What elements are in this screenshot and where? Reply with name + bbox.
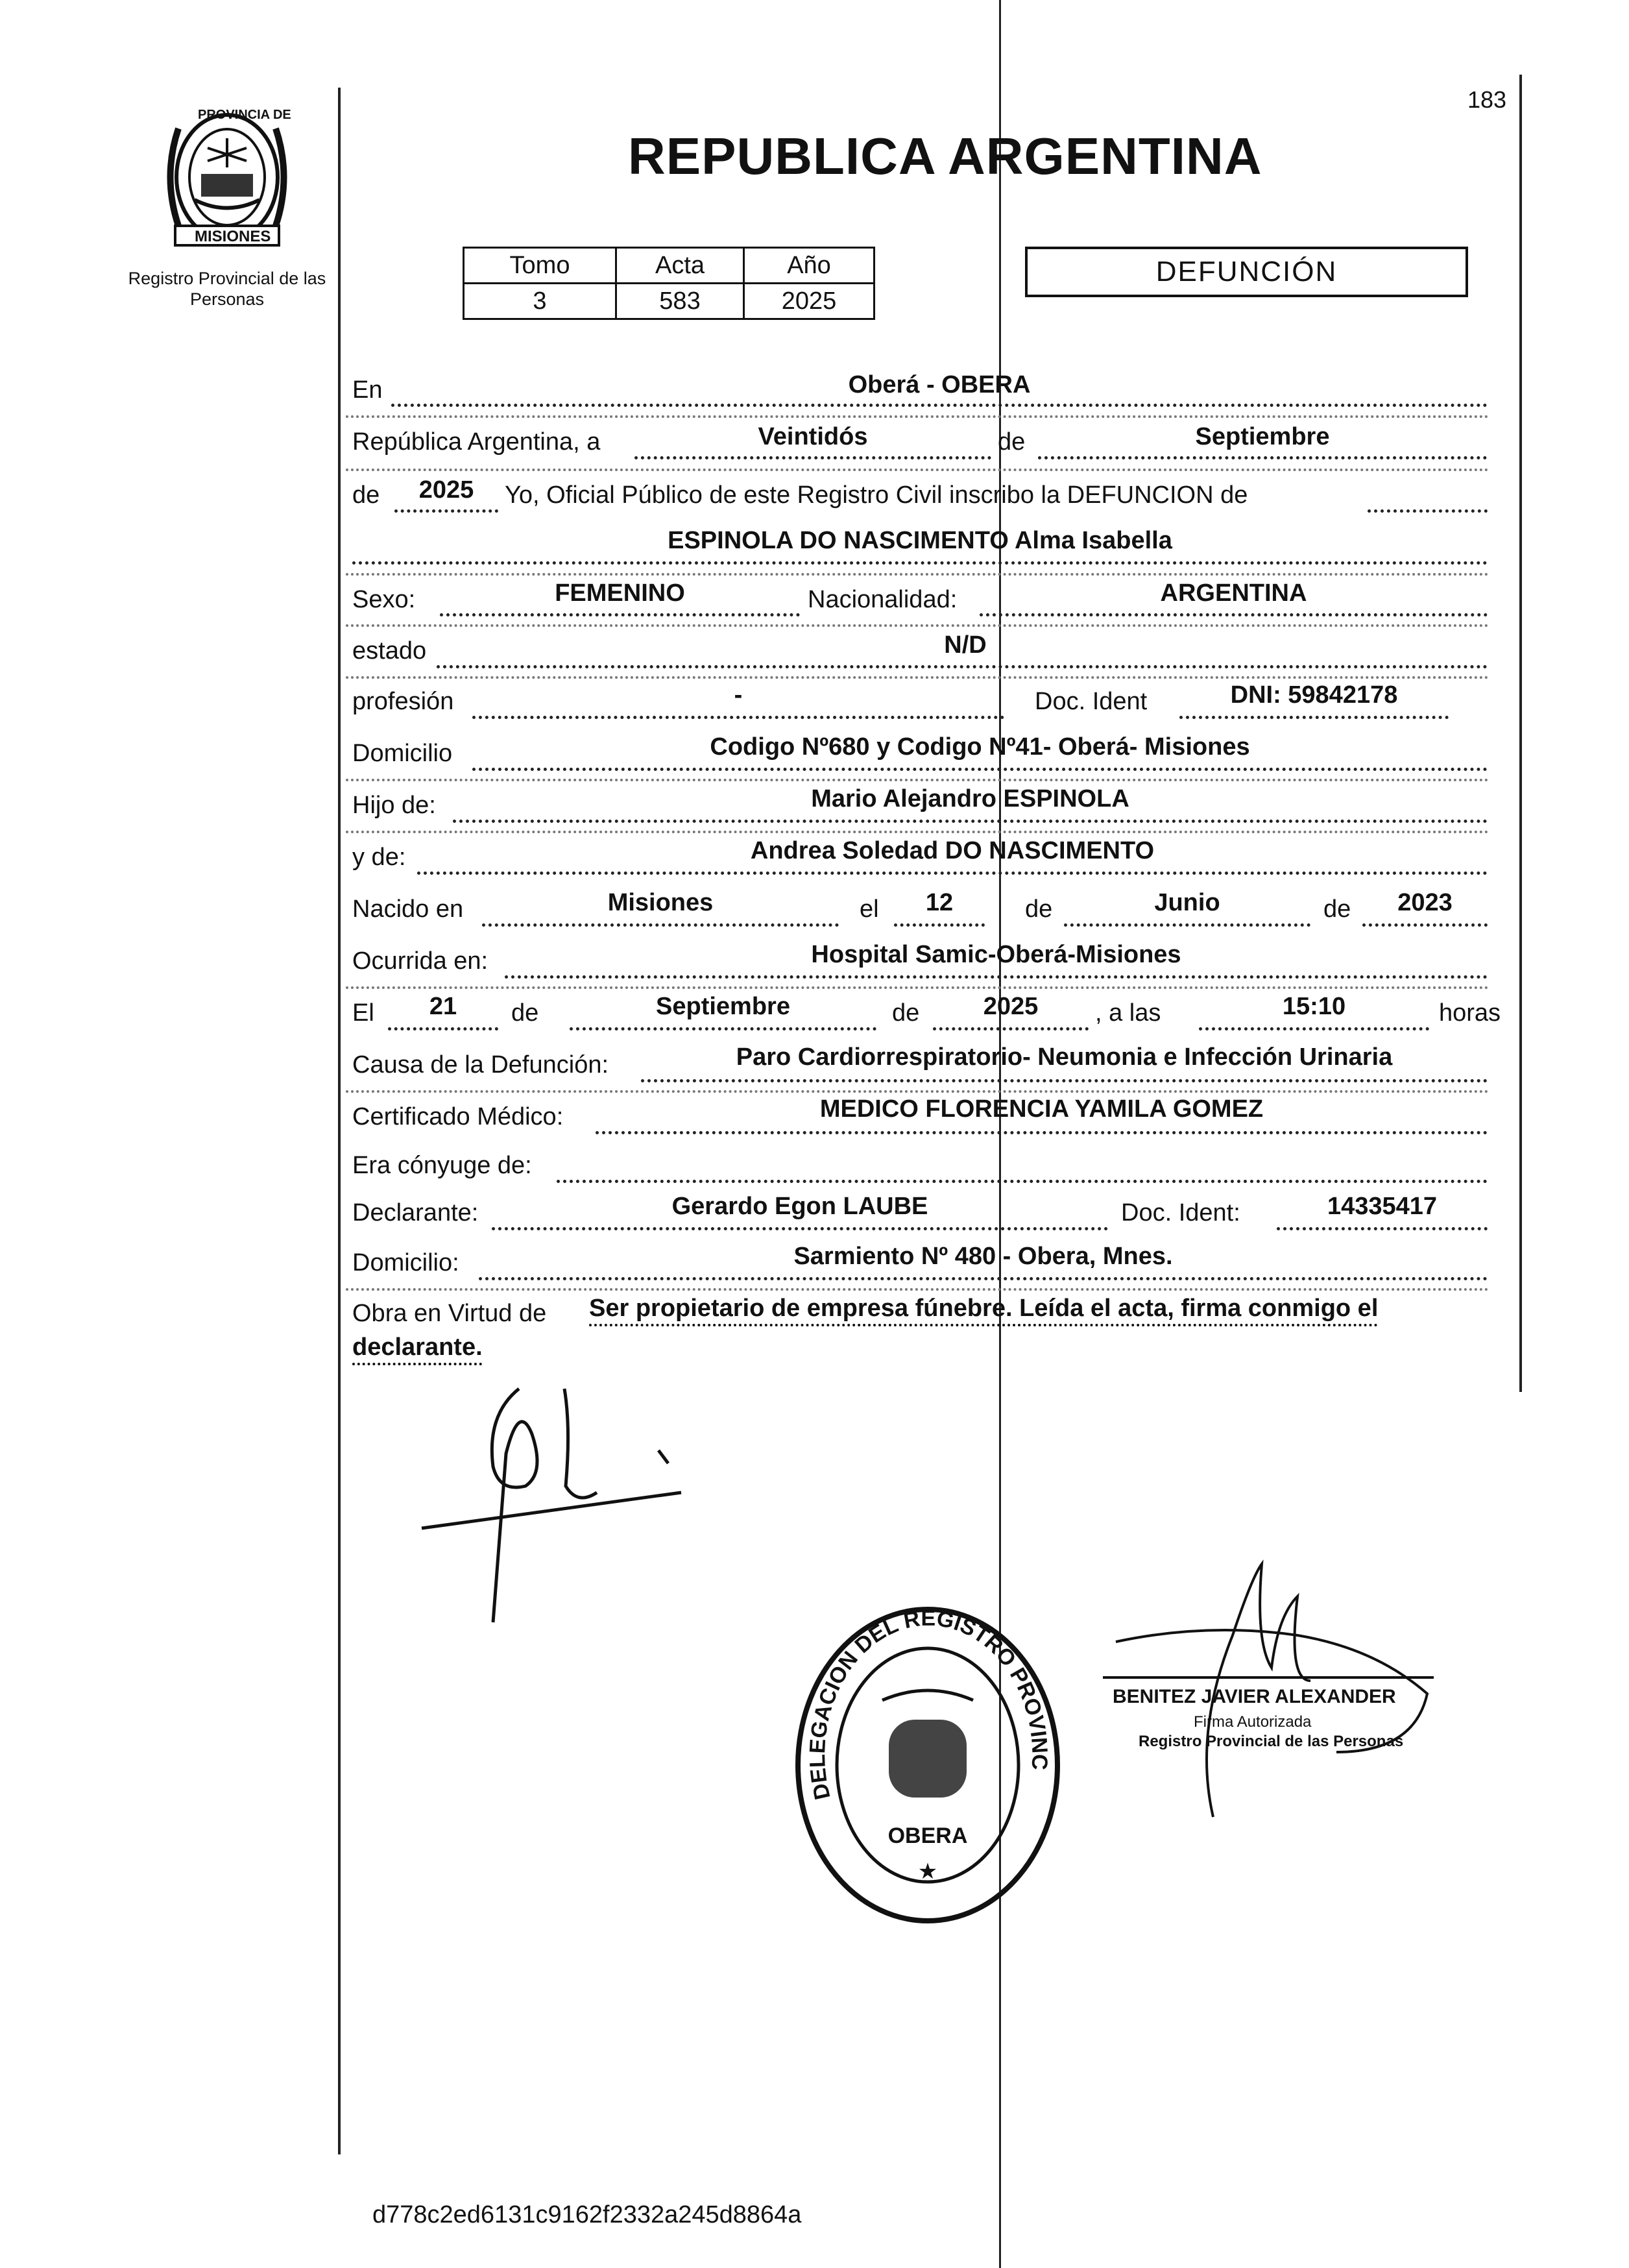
- place-value: Oberá - OBERA: [848, 371, 1031, 398]
- label-de-1: de: [998, 428, 1026, 456]
- row-separator: [346, 986, 1489, 989]
- death-day-value: 21: [429, 993, 457, 1020]
- field-line: [596, 1131, 1488, 1134]
- sex-value: FEMENINO: [555, 579, 685, 607]
- doctor-value: MEDICO FLORENCIA YAMILA GOMEZ: [819, 1095, 1264, 1123]
- field-line: [1368, 509, 1488, 513]
- field-line: [634, 456, 991, 459]
- official-office: Registro Provincial de las Personas: [1139, 1733, 1404, 1750]
- label-nacionalidad: Nacionalidad:: [808, 586, 958, 613]
- row-separator: [346, 831, 1489, 833]
- label-profesion: profesión: [352, 688, 454, 715]
- label-republica: República Argentina, a: [352, 428, 601, 456]
- declarant-doc-value: 14335417: [1327, 1193, 1438, 1220]
- logo-text-bottom: MISIONES: [195, 228, 271, 245]
- record-type-box: [1025, 247, 1468, 297]
- row-separator: [346, 624, 1489, 627]
- label-el: el: [860, 896, 879, 923]
- label-y-de: y de:: [352, 844, 406, 871]
- field-line: [394, 509, 498, 513]
- label-certificado: Certificado Médico:: [352, 1103, 564, 1130]
- field-line: [1362, 923, 1488, 927]
- civil-status-value: N/D: [944, 631, 987, 659]
- death-time-value: 15:10: [1282, 993, 1346, 1020]
- virtue-line-1: Ser propietario de empresa fúnebre. Leída el acta, firma conmigo el: [589, 1295, 1379, 1322]
- label-horas: horas: [1439, 999, 1501, 1027]
- virtue-line-2: declarante.: [352, 1334, 483, 1361]
- page-number: 183: [1467, 86, 1507, 113]
- deceased-name-value: ESPINOLA DO NASCIMENTO Alma Isabella: [668, 527, 1172, 554]
- month-text-value: Septiembre: [1195, 423, 1330, 450]
- field-line: [482, 923, 839, 927]
- label-en: En: [352, 376, 383, 404]
- year-value: 2025: [418, 476, 474, 504]
- label-de-5: de: [511, 999, 539, 1027]
- doc-value: DNI: 59842178: [1230, 681, 1398, 709]
- address-value: Codigo Nº680 y Codigo Nº41- Oberá- Misiones: [710, 733, 1250, 761]
- registry-name: Registro Provincial de las Personas: [128, 269, 326, 309]
- seal-ring-text: DELEGACION DEL REGISTRO PROVINC: [805, 1605, 1052, 1802]
- father-value: Mario Alejandro ESPINOLA: [811, 785, 1129, 812]
- page-title: REPUBLICA ARGENTINA: [628, 127, 1262, 185]
- official-name: BENITEZ JAVIER ALEXANDER: [1113, 1686, 1396, 1707]
- birth-month-value: Junio: [1154, 889, 1220, 916]
- field-line: [1179, 716, 1449, 719]
- profession-value: -: [734, 681, 743, 709]
- label-conyuge: Era cónyuge de:: [352, 1152, 532, 1179]
- birth-day-value: 12: [925, 889, 954, 916]
- label-doc-ident-2: Doc. Ident:: [1121, 1199, 1240, 1226]
- field-line: [1064, 923, 1310, 927]
- field-line: [1199, 1027, 1429, 1030]
- field-line: [557, 1180, 1488, 1183]
- field-line: [479, 1277, 1488, 1280]
- field-line: [437, 665, 1488, 668]
- death-place-value: Hospital Samic-Oberá-Misiones: [811, 941, 1181, 968]
- record-type: DEFUNCIÓN: [1155, 256, 1338, 287]
- label-ocurrida-en: Ocurrida en:: [352, 947, 489, 975]
- field-line: [388, 1027, 498, 1030]
- label-de-4: de: [1323, 896, 1351, 923]
- mother-value: Andrea Soledad DO NASCIMENTO: [750, 837, 1155, 864]
- field-line: [440, 613, 800, 616]
- seal-bottom-text: OBERA: [887, 1823, 968, 1848]
- label-el-cap: El: [352, 999, 374, 1027]
- row-separator: [346, 469, 1489, 471]
- birth-year-value: 2023: [1397, 889, 1453, 916]
- label-causa: Causa de la Defunción:: [352, 1051, 609, 1079]
- ref-value-tomo: 3: [464, 284, 616, 319]
- label-nacido-en: Nacido en: [352, 896, 464, 923]
- field-line: [472, 716, 1004, 719]
- field-line: [453, 820, 1488, 823]
- nationality-value: ARGENTINA: [1160, 579, 1307, 607]
- row-separator: [346, 1288, 1489, 1291]
- ref-value-acta: 583: [616, 284, 744, 319]
- ref-header-tomo: Tomo: [464, 248, 616, 284]
- reference-table: [463, 247, 875, 320]
- ref-header-ano: Año: [744, 248, 875, 284]
- field-line: [894, 923, 985, 927]
- field-line: [391, 404, 1488, 407]
- field-line: [472, 768, 1488, 771]
- row-separator: [346, 676, 1489, 679]
- field-line: [352, 561, 1488, 565]
- field-line: [505, 975, 1488, 979]
- cause-value: Paro Cardiorrespiratorio- Neumonia e Infección Urinaria: [736, 1043, 1393, 1071]
- label-obra: Obra en Virtud de: [352, 1300, 547, 1327]
- declarant-signature: [415, 1376, 694, 1635]
- label-doc-ident: Doc. Ident: [1035, 688, 1148, 715]
- declarant-value: Gerardo Egon LAUBE: [671, 1193, 928, 1220]
- field-line: [1277, 1227, 1488, 1230]
- field-line: [492, 1227, 1108, 1230]
- ref-header-acta: Acta: [616, 248, 744, 284]
- death-year-value: 2025: [983, 993, 1039, 1020]
- ref-value-ano: 2025: [744, 284, 875, 319]
- registry-seal: [785, 1603, 1070, 1927]
- label-hijo-de: Hijo de:: [352, 792, 436, 819]
- field-line: [570, 1027, 876, 1030]
- field-line: [980, 613, 1488, 616]
- label-inscribo: Yo, Oficial Público de este Registro Civil inscribo la DEFUNCION de: [505, 482, 1248, 509]
- row-separator: [346, 573, 1489, 576]
- row-separator: [346, 779, 1489, 781]
- label-a-las: , a las: [1095, 999, 1161, 1027]
- field-line: [417, 872, 1488, 875]
- row-separator: [346, 1090, 1489, 1093]
- death-month-value: Septiembre: [656, 993, 790, 1020]
- label-sexo: Sexo:: [352, 586, 416, 613]
- label-estado: estado: [352, 637, 427, 665]
- right-margin-line: [1519, 75, 1522, 1392]
- document-hash: d778c2ed6131c9162f2332a245d8864a: [372, 2201, 802, 2228]
- row-separator: [346, 415, 1489, 418]
- label-domicilio-2: Domicilio:: [352, 1249, 459, 1276]
- left-margin-line: [338, 88, 341, 2154]
- field-line: [1038, 456, 1487, 459]
- field-line: [641, 1079, 1488, 1082]
- svg-text:★: ★: [917, 1859, 938, 1884]
- declarant-address-value: Sarmiento Nº 480 - Obera, Mnes.: [793, 1243, 1173, 1270]
- official-role: Firma Autorizada: [1194, 1713, 1312, 1731]
- label-declarante: Declarante:: [352, 1199, 479, 1226]
- day-text-value: Veintidós: [758, 423, 868, 450]
- label-domicilio: Domicilio: [352, 740, 453, 767]
- birth-place-value: Misiones: [607, 889, 714, 916]
- label-de-2: de: [352, 482, 380, 509]
- province-logo: [159, 103, 295, 252]
- logo-text-top: PROVINCIA DE: [198, 108, 291, 122]
- field-line: [933, 1027, 1089, 1030]
- label-de-3: de: [1025, 896, 1053, 923]
- label-de-6: de: [892, 999, 920, 1027]
